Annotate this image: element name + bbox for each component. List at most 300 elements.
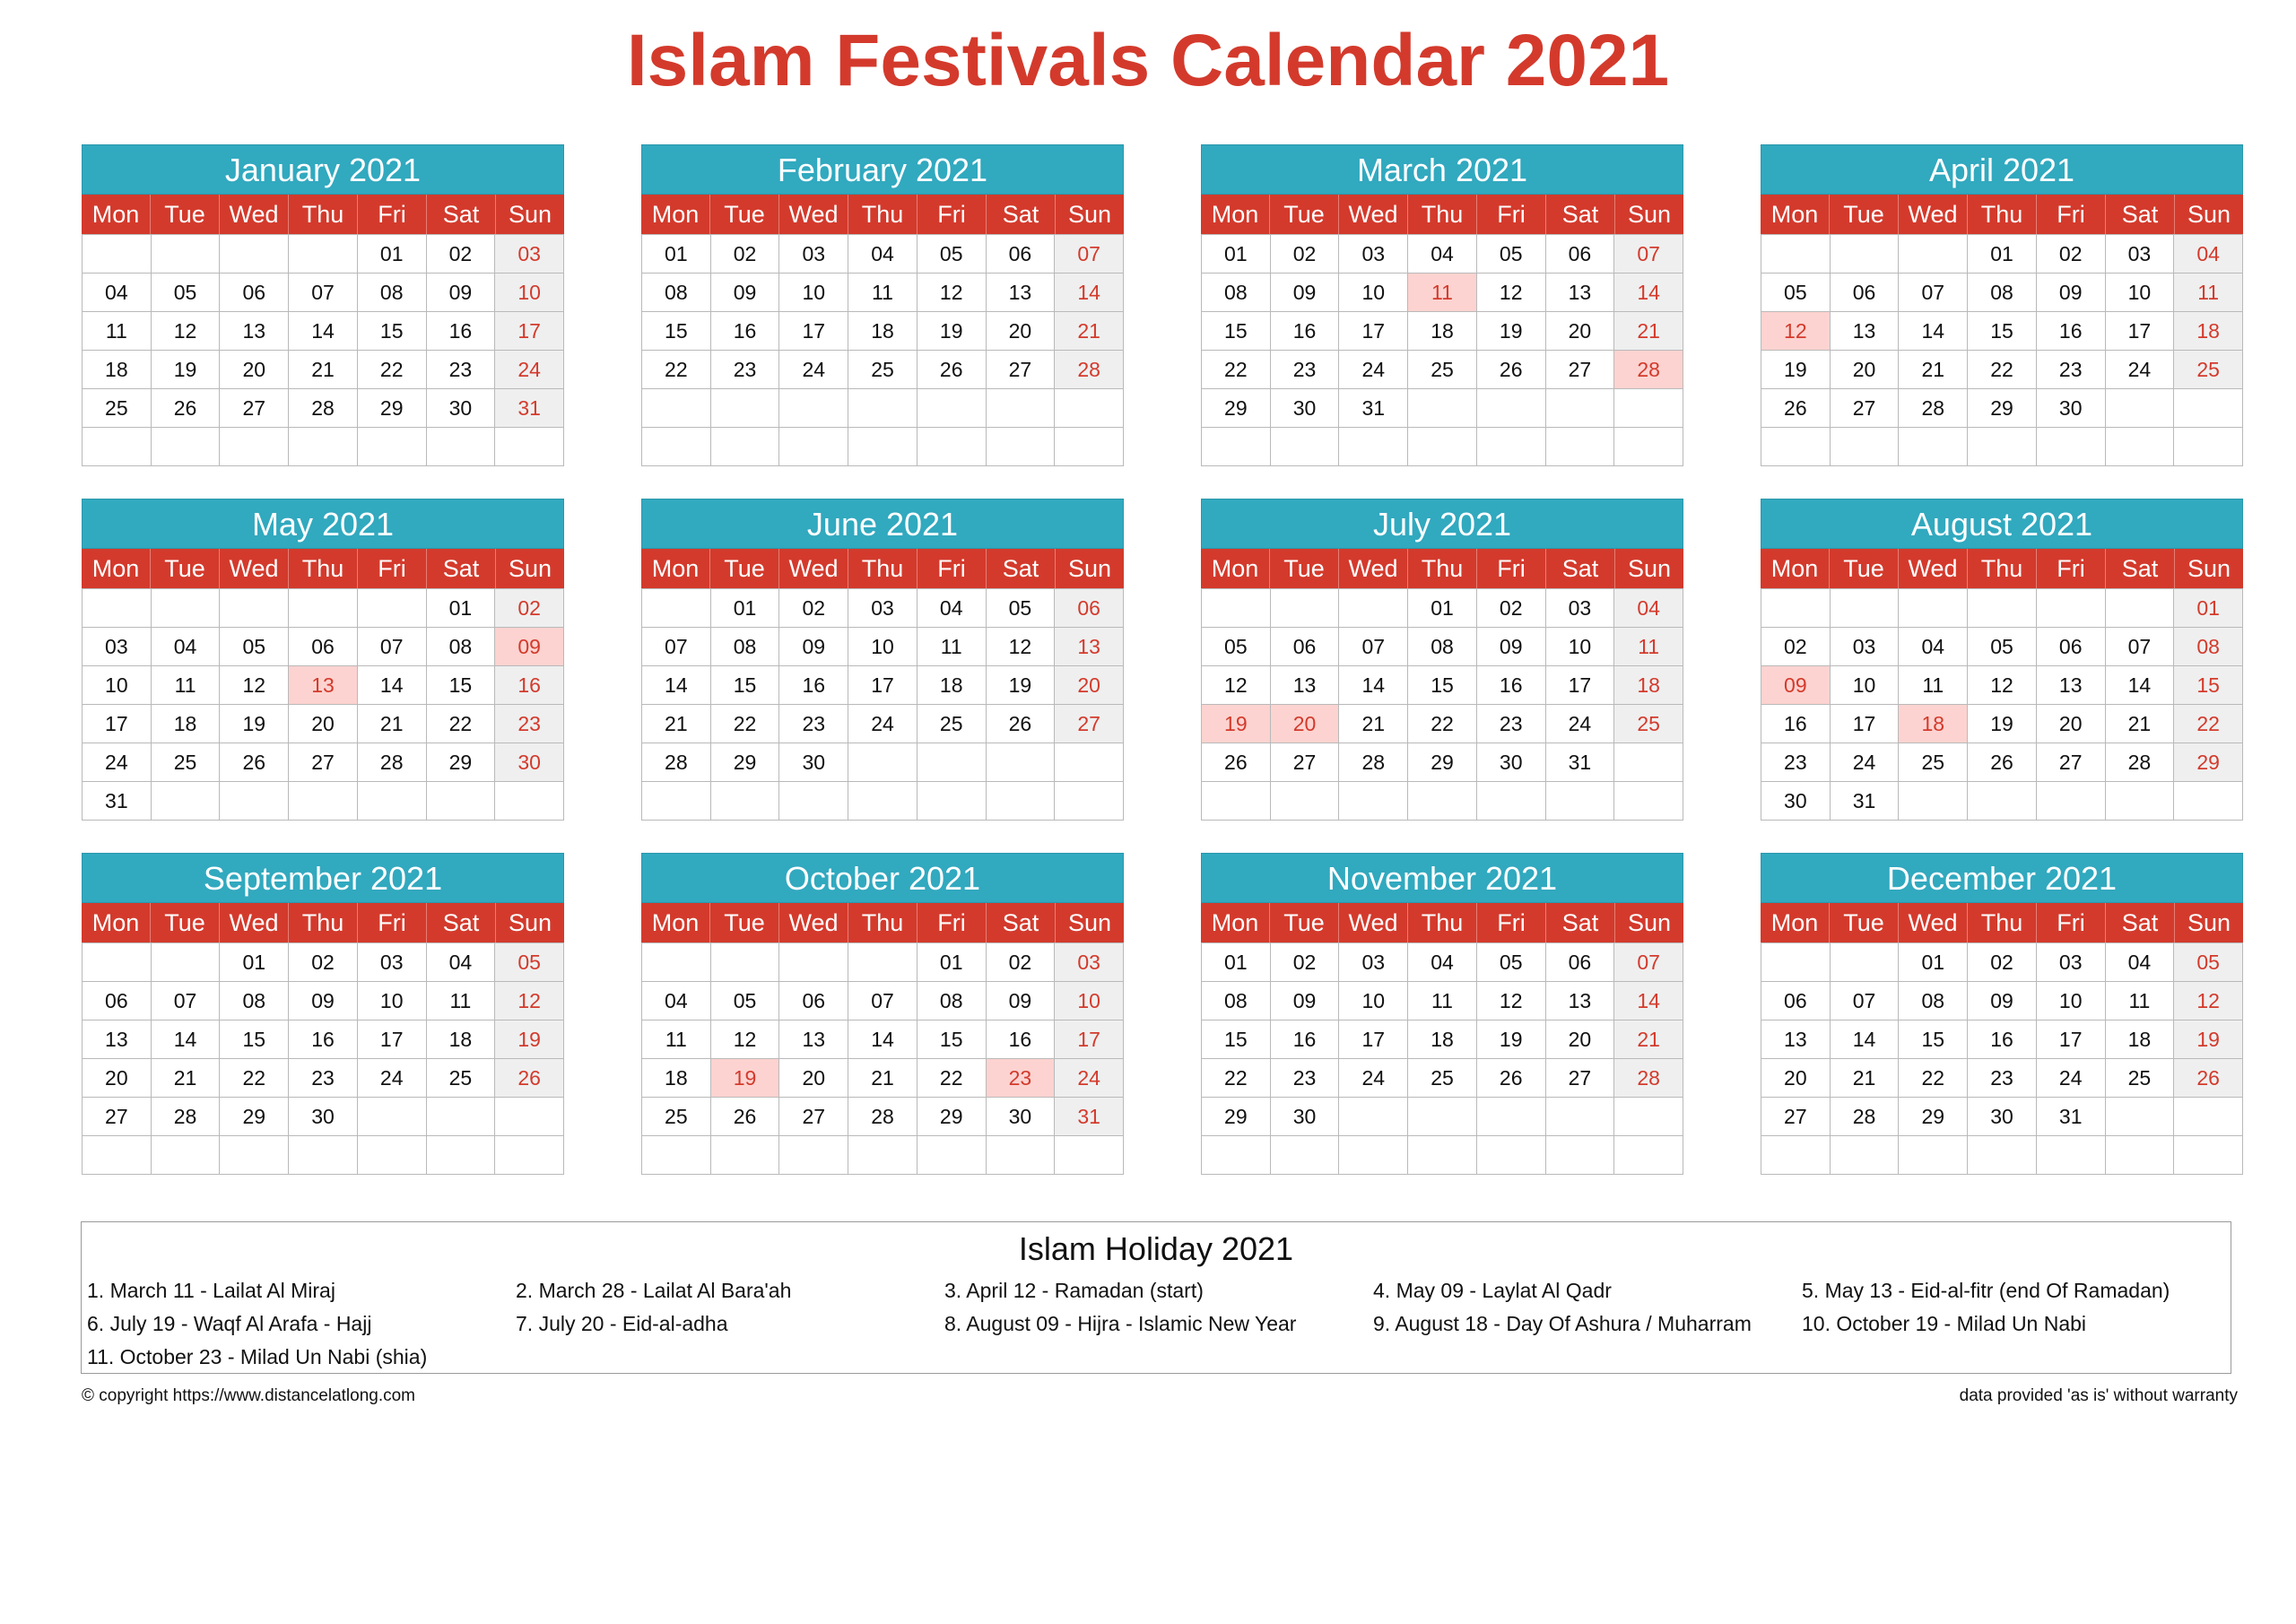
day-cell: 27 (2037, 743, 2106, 782)
weekday-label: Sun (508, 201, 552, 228)
day-cell: 11 (918, 628, 987, 666)
weekday-label: Sat (987, 195, 1056, 234)
day-cell: 14 (1831, 1020, 1900, 1059)
empty-day-cell (427, 1136, 496, 1175)
sunday-cell: 27 (1055, 705, 1124, 743)
day-cell: 09 (1968, 982, 2037, 1020)
day-cell: 28 (1899, 389, 1968, 428)
day-cell: 18 (427, 1020, 496, 1059)
empty-day-cell (1055, 1136, 1124, 1175)
day-cell: 21 (289, 351, 358, 389)
day-cell: 27 (1831, 389, 1900, 428)
sunday-cell: 29 (2174, 743, 2243, 782)
empty-day-cell (1055, 782, 1124, 821)
day-cell: 04 (1899, 628, 1968, 666)
weekday-label: Sat (987, 903, 1056, 942)
day-cell: 17 (1831, 705, 1900, 743)
weekday-label: Tue (151, 903, 220, 942)
day-cell: 14 (2106, 666, 2175, 705)
day-cell: 24 (1831, 743, 1900, 782)
empty-day-cell (152, 589, 221, 628)
day-cell: 06 (987, 235, 1056, 274)
day-cell: 29 (711, 743, 780, 782)
day-cell: 10 (2037, 982, 2106, 1020)
day-cell: 20 (987, 312, 1056, 351)
day-cell: 26 (1477, 351, 1546, 389)
disclaimer-text: data provided 'as is' without warranty (1959, 1386, 2238, 1405)
weekday-label: Tue (710, 549, 779, 588)
day-cell: 18 (642, 1059, 711, 1098)
empty-day-cell (1831, 1136, 1900, 1175)
sunday-cell: 07 (1055, 235, 1124, 274)
holiday-list (82, 1274, 2231, 1374)
empty-day-cell (848, 943, 918, 982)
weekday-header-row (1201, 195, 1683, 234)
empty-day-cell (220, 235, 289, 274)
empty-day-cell (642, 428, 711, 466)
holiday-day-cell: 11 (1408, 274, 1477, 312)
day-cell: 04 (83, 274, 152, 312)
empty-day-cell (711, 389, 780, 428)
empty-day-cell (848, 428, 918, 466)
weekday-label: Fri (1477, 549, 1546, 588)
day-cell: 04 (848, 235, 918, 274)
sunday-cell: 11 (2174, 274, 2243, 312)
day-cell: 15 (711, 666, 780, 705)
empty-day-cell (1546, 428, 1615, 466)
weekday-label: Tue (1270, 549, 1339, 588)
weekday-label: Fri (918, 903, 987, 942)
empty-day-cell (779, 943, 848, 982)
day-cell: 13 (220, 312, 289, 351)
month-block (641, 144, 1124, 471)
day-cell: 31 (1831, 782, 1900, 821)
day-cell: 15 (358, 312, 427, 351)
weekday-label: Sat (2106, 549, 2175, 588)
holiday-list-item: 6. July 19 - Waqf Al Arafa - Hajj (87, 1312, 372, 1335)
day-grid (1201, 234, 1683, 466)
empty-day-cell (987, 782, 1056, 821)
weekday-label: Wed (1899, 195, 1968, 234)
day-grid (82, 234, 564, 466)
day-cell: 30 (2037, 389, 2106, 428)
day-cell: 30 (1968, 1098, 2037, 1136)
empty-day-cell (1271, 1136, 1340, 1175)
day-cell: 19 (1477, 312, 1546, 351)
weekday-label: Thu (289, 195, 358, 234)
weekday-label: Thu (289, 549, 358, 588)
day-cell: 27 (83, 1098, 152, 1136)
empty-day-cell (427, 428, 496, 466)
day-cell: 31 (1339, 389, 1408, 428)
sunday-cell: 17 (495, 312, 564, 351)
holiday-day-cell: 20 (1271, 705, 1340, 743)
empty-day-cell (1339, 589, 1408, 628)
weekday-label: Wed (1339, 903, 1408, 942)
empty-day-cell (495, 1136, 564, 1175)
month-title: February 2021 (641, 144, 1124, 195)
day-cell: 19 (1477, 1020, 1546, 1059)
weekday-label: Mon (1761, 549, 1830, 588)
empty-day-cell (848, 743, 918, 782)
day-cell: 06 (2037, 628, 2106, 666)
day-grid (82, 942, 564, 1175)
empty-day-cell (711, 428, 780, 466)
day-cell: 25 (152, 743, 221, 782)
empty-day-cell (2037, 589, 2106, 628)
empty-day-cell (1831, 589, 1900, 628)
sunday-cell: 22 (2174, 705, 2243, 743)
empty-day-cell (1339, 428, 1408, 466)
weekday-label: Fri (358, 549, 427, 588)
day-cell: 05 (918, 235, 987, 274)
day-cell: 02 (1271, 943, 1340, 982)
day-cell: 08 (1202, 982, 1271, 1020)
sunday-cell: 25 (1614, 705, 1683, 743)
day-cell: 23 (1761, 743, 1831, 782)
weekday-label: Tue (1830, 903, 1899, 942)
day-cell: 25 (848, 351, 918, 389)
day-cell: 22 (220, 1059, 289, 1098)
day-cell: 31 (1546, 743, 1615, 782)
empty-day-cell (289, 1136, 358, 1175)
empty-day-cell (152, 943, 221, 982)
weekday-label: Sun (1627, 201, 1672, 228)
day-cell: 05 (711, 982, 780, 1020)
empty-day-cell (220, 589, 289, 628)
empty-day-cell (1408, 389, 1477, 428)
day-cell: 11 (2106, 982, 2175, 1020)
sunday-cell: 16 (495, 666, 564, 705)
empty-day-cell (1408, 782, 1477, 821)
day-cell: 07 (1899, 274, 1968, 312)
day-cell: 30 (1761, 782, 1831, 821)
day-cell: 03 (2106, 235, 2175, 274)
day-grid (1761, 942, 2243, 1175)
day-cell: 25 (427, 1059, 496, 1098)
day-cell: 21 (2106, 705, 2175, 743)
empty-day-cell (642, 589, 711, 628)
sunday-cell: 28 (1614, 1059, 1683, 1098)
day-grid (641, 942, 1124, 1175)
sunday-cell: 23 (495, 705, 564, 743)
day-cell: 06 (1271, 628, 1340, 666)
day-cell: 18 (83, 351, 152, 389)
weekday-label: Tue (1270, 195, 1339, 234)
sunday-cell: 07 (1614, 235, 1683, 274)
day-cell: 13 (1761, 1020, 1831, 1059)
sunday-cell: 31 (1055, 1098, 1124, 1136)
sunday-cell: 05 (495, 943, 564, 982)
weekday-label: Fri (1477, 195, 1546, 234)
weekday-label: Sun (1627, 909, 1672, 936)
weekday-label: Fri (358, 195, 427, 234)
day-cell: 06 (1546, 943, 1615, 982)
day-cell: 07 (642, 628, 711, 666)
day-cell: 09 (1271, 982, 1340, 1020)
sunday-cell: 14 (1614, 982, 1683, 1020)
weekday-label: Sat (1546, 903, 1615, 942)
weekday-label: Thu (848, 549, 918, 588)
day-cell: 03 (1546, 589, 1615, 628)
sunday-cell: 26 (495, 1059, 564, 1098)
weekday-label: Tue (710, 195, 779, 234)
day-cell: 20 (83, 1059, 152, 1098)
day-cell: 18 (848, 312, 918, 351)
day-cell: 29 (1202, 1098, 1271, 1136)
day-cell: 01 (642, 235, 711, 274)
day-cell: 04 (427, 943, 496, 982)
empty-day-cell (987, 428, 1056, 466)
sunday-cell: 03 (1055, 943, 1124, 982)
sunday-cell: 07 (1614, 943, 1683, 982)
day-cell: 05 (1477, 235, 1546, 274)
weekday-label: Mon (641, 903, 710, 942)
day-cell: 16 (779, 666, 848, 705)
empty-day-cell (642, 943, 711, 982)
empty-day-cell (1761, 943, 1831, 982)
day-cell: 03 (779, 235, 848, 274)
day-cell: 23 (427, 351, 496, 389)
empty-day-cell (642, 389, 711, 428)
day-cell: 21 (848, 1059, 918, 1098)
day-cell: 20 (779, 1059, 848, 1098)
day-cell: 16 (1271, 312, 1340, 351)
day-cell: 12 (987, 628, 1056, 666)
empty-day-cell (152, 1136, 221, 1175)
day-cell: 13 (2037, 666, 2106, 705)
day-cell: 22 (1408, 705, 1477, 743)
month-block (1201, 499, 1683, 825)
empty-day-cell (1477, 1098, 1546, 1136)
day-cell: 18 (152, 705, 221, 743)
holiday-list-item: 2. March 28 - Lailat Al Bara'ah (516, 1279, 792, 1302)
weekday-label: Sat (427, 549, 496, 588)
empty-day-cell (358, 589, 427, 628)
day-cell: 08 (427, 628, 496, 666)
empty-day-cell (358, 1136, 427, 1175)
day-cell: 16 (289, 1020, 358, 1059)
day-cell: 12 (1477, 982, 1546, 1020)
day-cell: 03 (1339, 235, 1408, 274)
weekday-label: Wed (779, 195, 848, 234)
day-cell: 23 (779, 705, 848, 743)
day-cell: 15 (1408, 666, 1477, 705)
day-cell: 24 (1339, 351, 1408, 389)
day-cell: 21 (642, 705, 711, 743)
day-cell: 07 (848, 982, 918, 1020)
sunday-cell: 10 (495, 274, 564, 312)
empty-day-cell (358, 428, 427, 466)
day-cell: 01 (427, 589, 496, 628)
empty-day-cell (1271, 782, 1340, 821)
day-cell: 16 (1968, 1020, 2037, 1059)
month-block (641, 499, 1124, 825)
day-cell: 24 (779, 351, 848, 389)
day-cell: 06 (1546, 235, 1615, 274)
weekday-label: Sun (508, 555, 552, 582)
empty-day-cell (1614, 743, 1683, 782)
day-cell: 07 (2106, 628, 2175, 666)
empty-day-cell (1899, 782, 1968, 821)
day-cell: 20 (220, 351, 289, 389)
day-cell: 05 (1968, 628, 2037, 666)
day-cell: 30 (289, 1098, 358, 1136)
day-cell: 28 (289, 389, 358, 428)
day-cell: 22 (1202, 1059, 1271, 1098)
empty-day-cell (918, 782, 987, 821)
weekday-header-row (82, 903, 564, 942)
day-cell: 04 (642, 982, 711, 1020)
day-cell: 06 (220, 274, 289, 312)
day-cell: 11 (427, 982, 496, 1020)
sunday-cell: 14 (1055, 274, 1124, 312)
day-cell: 05 (220, 628, 289, 666)
empty-day-cell (1339, 1136, 1408, 1175)
sunday-cell: 28 (1055, 351, 1124, 389)
empty-day-cell (1408, 428, 1477, 466)
weekday-label: Sat (1546, 549, 1615, 588)
day-cell: 30 (1271, 389, 1340, 428)
day-cell: 14 (642, 666, 711, 705)
empty-day-cell (1899, 589, 1968, 628)
sunday-cell: 12 (2174, 982, 2243, 1020)
holiday-list-panel (81, 1221, 2231, 1374)
empty-day-cell (2174, 782, 2243, 821)
day-cell: 20 (289, 705, 358, 743)
empty-day-cell (779, 389, 848, 428)
day-cell: 08 (1968, 274, 2037, 312)
empty-day-cell (2106, 1098, 2175, 1136)
weekday-label: Wed (1899, 549, 1968, 588)
empty-day-cell (1761, 589, 1831, 628)
sunday-cell: 02 (495, 589, 564, 628)
day-cell: 02 (711, 235, 780, 274)
day-cell: 07 (289, 274, 358, 312)
empty-day-cell (1408, 1136, 1477, 1175)
day-cell: 05 (1477, 943, 1546, 982)
day-cell: 04 (1408, 235, 1477, 274)
weekday-label: Sun (1067, 201, 1112, 228)
day-cell: 26 (711, 1098, 780, 1136)
month-title: August 2021 (1761, 499, 2243, 549)
day-cell: 04 (2106, 943, 2175, 982)
holiday-day-cell: 18 (1899, 705, 1968, 743)
day-cell: 27 (1761, 1098, 1831, 1136)
weekday-label: Thu (289, 903, 358, 942)
month-block (1201, 853, 1683, 1179)
day-cell: 10 (83, 666, 152, 705)
day-cell: 25 (83, 389, 152, 428)
day-cell: 12 (711, 1020, 780, 1059)
empty-day-cell (711, 943, 780, 982)
day-cell: 14 (358, 666, 427, 705)
empty-day-cell (848, 1136, 918, 1175)
weekday-label: Wed (779, 903, 848, 942)
day-cell: 29 (358, 389, 427, 428)
day-cell: 13 (1546, 274, 1615, 312)
day-cell: 19 (152, 351, 221, 389)
empty-day-cell (1477, 1136, 1546, 1175)
empty-day-cell (83, 943, 152, 982)
day-cell: 16 (987, 1020, 1056, 1059)
weekday-label: Thu (1408, 195, 1477, 234)
day-cell: 28 (642, 743, 711, 782)
sunday-cell: 11 (1614, 628, 1683, 666)
day-cell: 29 (918, 1098, 987, 1136)
empty-day-cell (427, 782, 496, 821)
weekday-label: Sat (2106, 195, 2175, 234)
weekday-header-row (641, 903, 1124, 942)
weekday-header-row (82, 195, 564, 234)
empty-day-cell (2106, 389, 2175, 428)
day-cell: 03 (83, 628, 152, 666)
empty-day-cell (1055, 389, 1124, 428)
weekday-header-row (1761, 195, 2243, 234)
day-cell: 20 (1831, 351, 1900, 389)
day-cell: 19 (220, 705, 289, 743)
day-cell: 01 (918, 943, 987, 982)
day-cell: 27 (289, 743, 358, 782)
day-cell: 26 (1202, 743, 1271, 782)
day-cell: 12 (220, 666, 289, 705)
day-cell: 16 (1477, 666, 1546, 705)
day-cell: 25 (1899, 743, 1968, 782)
day-cell: 01 (358, 235, 427, 274)
empty-day-cell (1614, 782, 1683, 821)
sunday-cell: 19 (495, 1020, 564, 1059)
day-cell: 17 (358, 1020, 427, 1059)
day-cell: 02 (427, 235, 496, 274)
day-cell: 13 (1831, 312, 1900, 351)
weekday-header-row (641, 549, 1124, 588)
weekday-label: Sun (2187, 909, 2231, 936)
day-cell: 26 (1968, 743, 2037, 782)
day-cell: 16 (1271, 1020, 1340, 1059)
day-grid (1201, 588, 1683, 821)
day-cell: 23 (711, 351, 780, 389)
day-cell: 27 (1546, 351, 1615, 389)
weekday-label: Wed (1339, 549, 1408, 588)
day-cell: 22 (918, 1059, 987, 1098)
weekday-label: Thu (1968, 549, 2037, 588)
day-cell: 06 (779, 982, 848, 1020)
day-cell: 24 (83, 743, 152, 782)
day-cell: 17 (1339, 312, 1408, 351)
day-cell: 01 (1968, 235, 2037, 274)
month-title: April 2021 (1761, 144, 2243, 195)
day-cell: 10 (1546, 628, 1615, 666)
weekday-label: Wed (1899, 903, 1968, 942)
day-cell: 23 (1968, 1059, 2037, 1098)
empty-day-cell (289, 428, 358, 466)
empty-day-cell (2037, 428, 2106, 466)
empty-day-cell (289, 589, 358, 628)
day-cell: 21 (1899, 351, 1968, 389)
day-cell: 17 (1546, 666, 1615, 705)
weekday-label: Fri (358, 903, 427, 942)
day-cell: 15 (1202, 1020, 1271, 1059)
day-cell: 11 (1899, 666, 1968, 705)
day-cell: 05 (152, 274, 221, 312)
day-cell: 22 (711, 705, 780, 743)
weekday-label: Mon (1761, 195, 1830, 234)
day-cell: 03 (358, 943, 427, 982)
empty-day-cell (1899, 235, 1968, 274)
weekday-label: Fri (1477, 903, 1546, 942)
empty-day-cell (1614, 428, 1683, 466)
empty-day-cell (220, 428, 289, 466)
